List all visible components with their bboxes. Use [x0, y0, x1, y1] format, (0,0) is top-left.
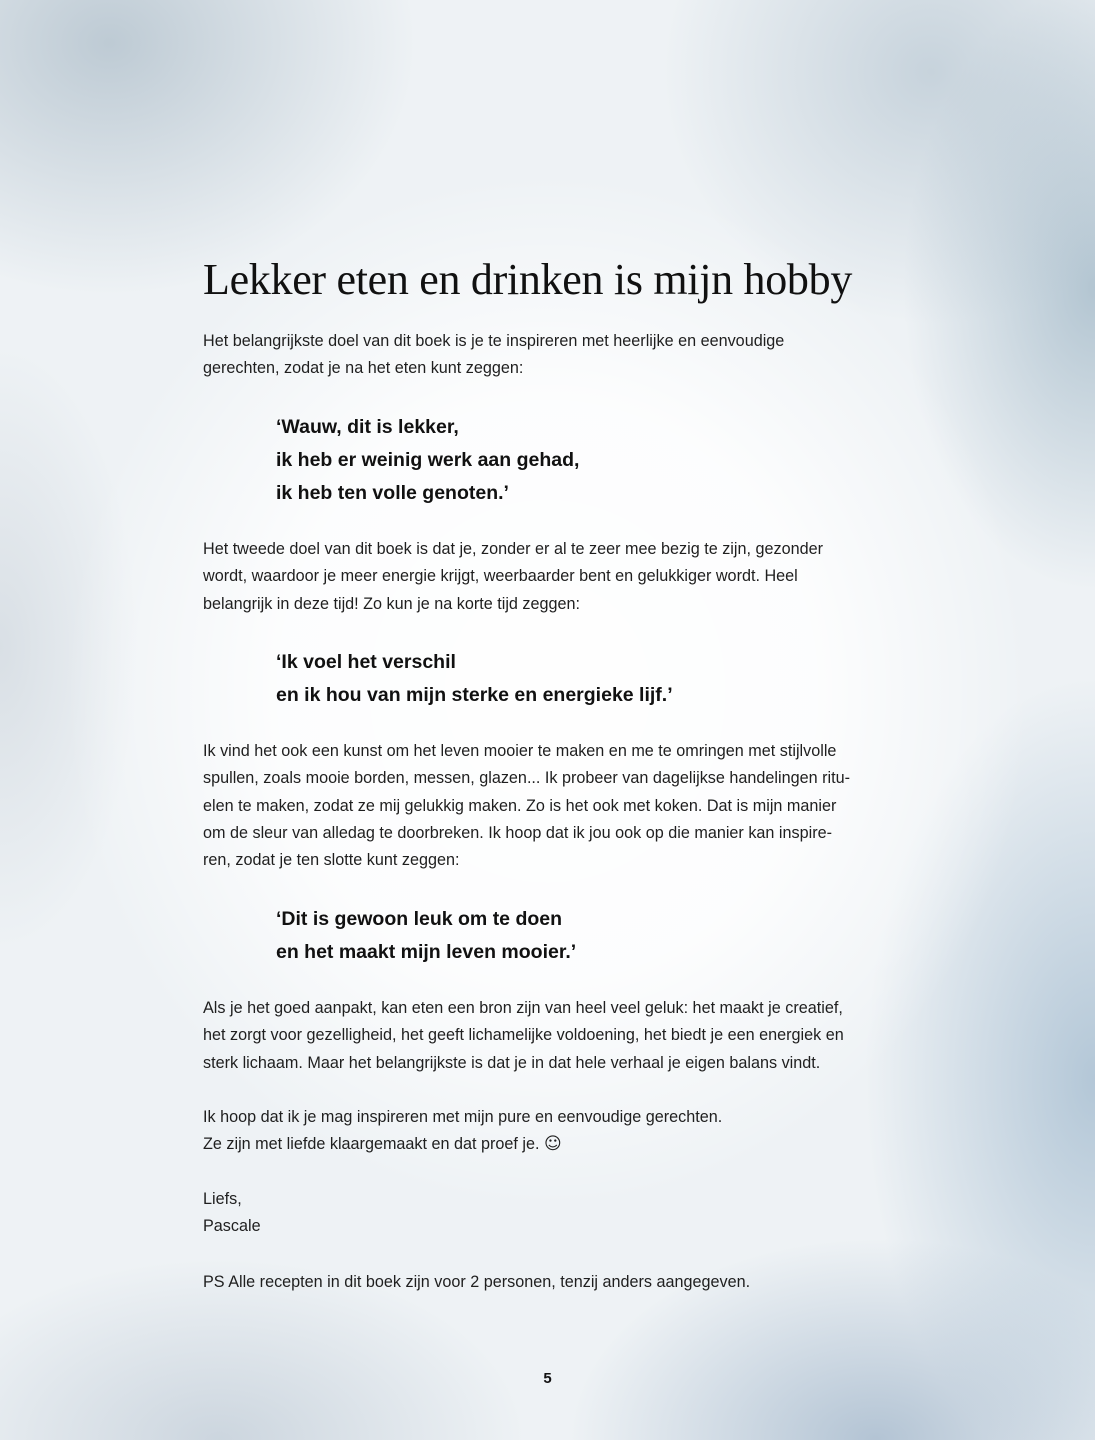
- intro-paragraph: Het belangrijkste doel van dit boek is je te inspireren met heerlijke en eenvoudige gerechten, zodat je na het eten kunt zeggen:: [203, 332, 785, 378]
- postscript: PS Alle recepten in dit boek zijn voor 2 personen, tenzij anders aangegeven.: [203, 1273, 751, 1291]
- smiley-icon: ☺: [544, 1134, 562, 1155]
- page-title: Lekker eten en drinken is mijn hobby: [203, 255, 853, 304]
- paragraph-3: Ik vind het ook een kunst om het leven mooier te maken en me te omringen met stijlvolle spullen, zoals mooie borden, messen, glazen... Ik probeer van dagelijkse handelingen ritu- elen te maken, zodat ze mij gelukkig maken. Zo is het ook met koken. Dat is mijn manier om de sleur van alledag te doorbreken. Ik hoop dat ik jou ook op die manier kan inspire- ren, zodat je ten slotte kunt zeggen:: [203, 742, 850, 870]
- quote-1: ‘Wauw, dit is lekker, ik heb er weinig werk aan gehad, ik heb ten volle genoten.’: [276, 416, 580, 504]
- quote-3: ‘Dit is gewoon leuk om te doen en het maakt mijn leven mooier.’: [276, 908, 577, 963]
- signoff: Liefs, Pascale: [203, 1190, 261, 1236]
- paragraph-5: Ik hoop dat ik je mag inspireren met mijn pure en eenvoudige gerechten. Ze zijn met liefde klaargemaakt en dat proef je. ☺: [203, 1108, 723, 1155]
- quote-2: ‘Ik voel het verschil en ik hou van mijn sterke en energieke lijf.’: [276, 651, 673, 706]
- page-number: 5: [543, 1370, 552, 1387]
- paragraph-2: Het tweede doel van dit boek is dat je, zonder er al te zeer mee bezig te zijn, gezonder wordt, waardoor je meer energie krijgt, weerbaarder bent en gelukkiger wordt. Heel belangrijk in deze tijd! Zo kun je na korte tijd zeggen:: [203, 540, 823, 613]
- paragraph-4: Als je het goed aanpakt, kan eten een bron zijn van heel veel geluk: het maakt je creatief, het zorgt voor gezelligheid, het geeft lichamelijke voldoening, het biedt je een energiek en sterk lichaam. Maar het belangrijkste is dat je in dat hele verhaal je eigen balans vindt.: [203, 999, 844, 1072]
